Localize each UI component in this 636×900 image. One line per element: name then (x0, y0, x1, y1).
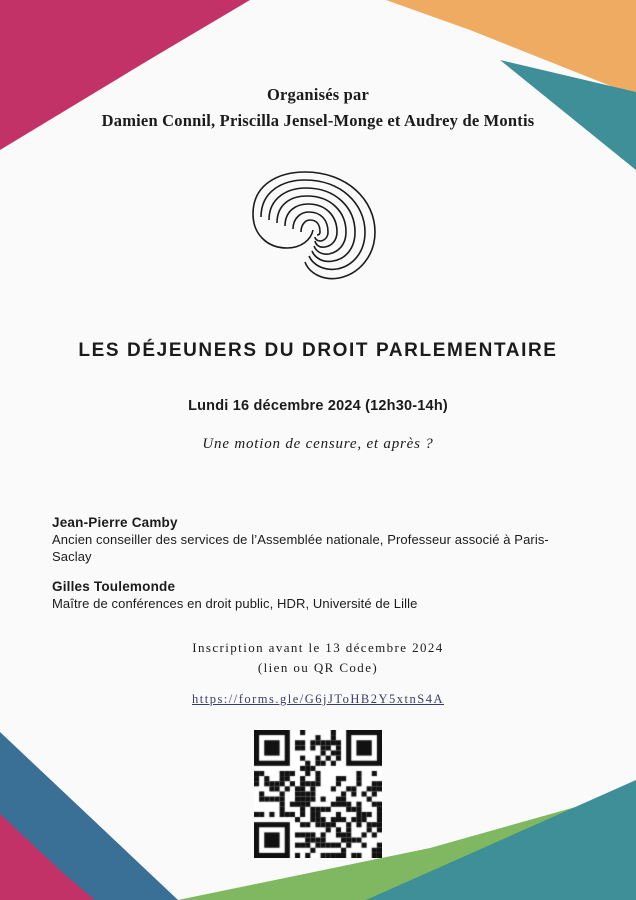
speaker-role: Ancien conseiller des services de l’Assemblée nationale, Professeur associé à Paris-Saclay (52, 532, 549, 565)
organisers-intro: Organisés par (266, 85, 370, 104)
list-item (52, 579, 584, 612)
event-subject: Une motion de censure, et après ? (202, 436, 434, 452)
wave-spiral-logo-icon (0, 170, 636, 285)
organisers-names: Damien Connil, Priscilla Jensel-Monge et Audrey de Montis (101, 110, 535, 130)
organisers-block (0, 82, 636, 133)
registration-info (0, 638, 636, 678)
registration-note: (lien ou QR Code) (257, 660, 379, 676)
event-date: Lundi 16 décembre 2024 (12h30-14h) (188, 398, 448, 414)
registration-deadline: Inscription avant le 13 décembre 2024 (192, 640, 444, 655)
speakers-list (52, 515, 584, 626)
speaker-role: Maître de conférences en droit public, HDR, Université de Lille (52, 596, 418, 612)
speaker-name: Jean-Pierre Camby (52, 515, 178, 530)
speaker-name: Gilles Toulemonde (52, 579, 176, 595)
page-title: LES DÉJEUNERS DU DROIT PARLEMENTAIRE (78, 340, 558, 361)
list-item (52, 515, 584, 565)
registration-form-link[interactable]: https://forms.gle/G6jJToHB2Y5xtnS4A (192, 692, 444, 706)
qr-code[interactable] (254, 730, 382, 858)
